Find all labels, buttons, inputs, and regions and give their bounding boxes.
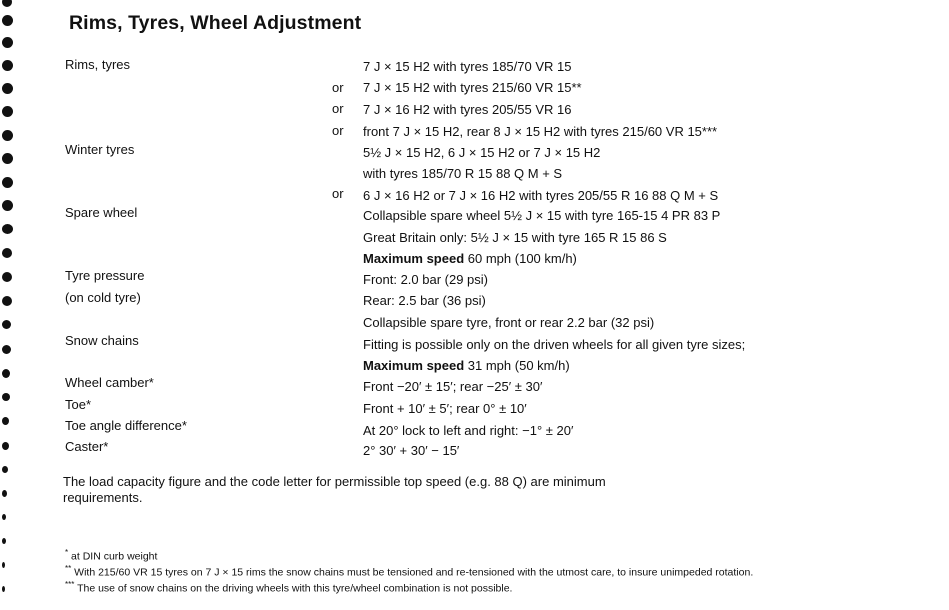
value-camber: Front −20′ ± 15′; rear −25′ ± 30′ xyxy=(363,379,543,394)
value-toe: Front + 10′ ± 5′; rear 0° ± 10′ xyxy=(363,401,527,416)
footnote-mark: * xyxy=(65,548,69,557)
value-chains-speed xyxy=(363,358,570,374)
footnote-text: at DIN curb weight xyxy=(71,550,158,563)
max-speed-label: Maximum speed xyxy=(363,358,465,373)
chains-speed: 31 mph (50 km/h) xyxy=(467,358,570,373)
value-rims-4: front 7 J × 15 H2, rear 8 J × 15 H2 with tyres 215/60 VR 15*** xyxy=(363,124,718,139)
or-label: or xyxy=(332,80,344,95)
label-toe-angle-difference: Toe angle difference* xyxy=(65,418,187,433)
label-tyre-pressure: Tyre pressure xyxy=(65,268,145,283)
or-label: or xyxy=(332,123,344,138)
value-rims-1: 7 J × 15 H2 with tyres 185/70 VR 15 xyxy=(363,59,572,74)
spare-speed: 60 mph (100 km/h) xyxy=(467,251,577,266)
binder-holes xyxy=(0,0,20,610)
value-rims-2: 7 J × 15 H2 with tyres 215/60 VR 15** xyxy=(363,80,582,95)
value-pressure-rear: Rear: 2.5 bar (36 psi) xyxy=(363,293,486,308)
or-label: or xyxy=(332,186,344,201)
page-title: Rims, Tyres, Wheel Adjustment xyxy=(69,12,362,34)
footnote-mark: ** xyxy=(65,564,72,573)
label-rims-tyres: Rims, tyres xyxy=(65,57,130,72)
value-pressure-spare: Collapsible spare tyre, front or rear 2.2 bar (32 psi) xyxy=(363,315,655,330)
value-rims-3: 7 J × 16 H2 with tyres 205/55 VR 16 xyxy=(363,102,572,117)
value-chains-fitting: Fitting is possible only on the driven wheels for all given tyre sizes; xyxy=(363,337,746,352)
footnote xyxy=(65,578,512,596)
value-winter-1: 5½ J × 15 H2, 6 J × 15 H2 or 7 J × 15 H2 xyxy=(363,145,601,160)
label-wheel-camber: Wheel camber* xyxy=(65,375,154,390)
label-on-cold-tyre: (on cold tyre) xyxy=(65,290,141,305)
value-spare-speed xyxy=(363,251,577,267)
label-caster: Caster* xyxy=(65,439,109,454)
footnote xyxy=(65,562,753,580)
label-spare-wheel: Spare wheel xyxy=(65,205,138,220)
value-caster: 2° 30′ + 30′ − 15′ xyxy=(363,443,460,458)
value-winter-2: with tyres 185/70 R 15 88 Q M + S xyxy=(363,166,563,181)
load-capacity-note: The load capacity figure and the code letter for permissible top speed (e.g. 88 Q) are minimum requirements. xyxy=(63,474,606,505)
label-toe: Toe* xyxy=(65,397,92,412)
max-speed-label: Maximum speed xyxy=(363,251,465,266)
value-pressure-front: Front: 2.0 bar (29 psi) xyxy=(363,272,488,287)
label-winter-tyres: Winter tyres xyxy=(65,142,135,157)
label-snow-chains: Snow chains xyxy=(65,333,139,348)
value-spare-2: Great Britain only: 5½ J × 15 with tyre 165 R 15 86 S xyxy=(363,230,667,245)
footnote xyxy=(65,546,157,564)
footnote-text: The use of snow chains on the driving wheels with this tyre/wheel combination is not possible. xyxy=(77,582,513,595)
value-winter-3: 6 J × 16 H2 or 7 J × 16 H2 with tyres 205/55 R 16 88 Q M + S xyxy=(363,188,719,203)
value-toe-difference: At 20° lock to left and right: −1° ± 20′ xyxy=(363,423,574,438)
or-label: or xyxy=(332,101,344,116)
footnote-mark: *** xyxy=(65,580,75,589)
footnote-text: With 215/60 VR 15 tyres on 7 J × 15 rims the snow chains must be tensioned and re-tensioned with the utmost care, to insure unimpeded rotation. xyxy=(74,566,754,579)
value-spare-1: Collapsible spare wheel 5½ J × 15 with tyre 165-15 4 PR 83 P xyxy=(363,208,721,223)
